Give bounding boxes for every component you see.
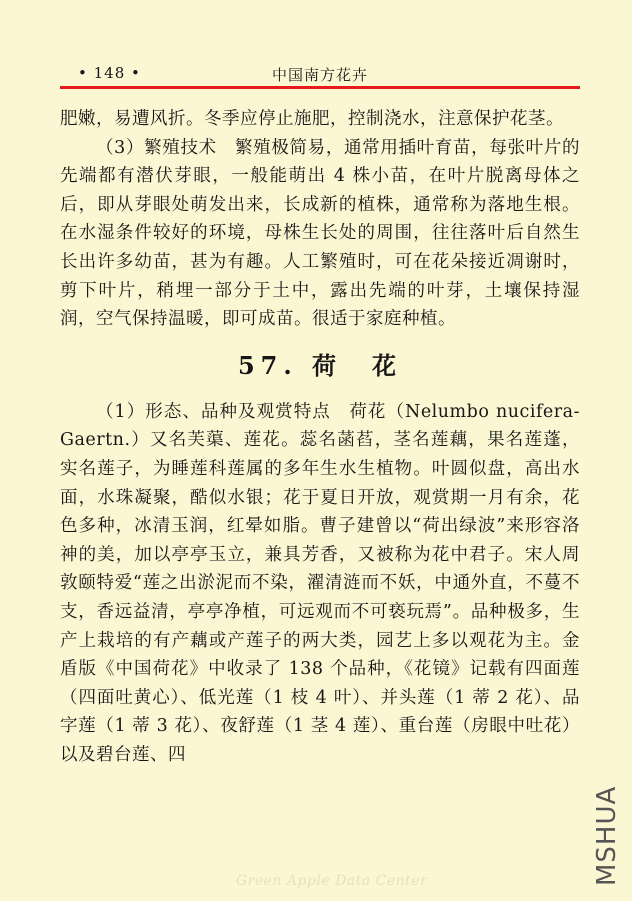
watermark: Green Apple Data Center	[236, 873, 428, 889]
paragraph-lotus-description: （1）形态、品种及观赏特点 荷花（Nelumbo nucifera-Gaertn.）又名芙蕖、莲花。蕊名菡萏，茎名莲藕，果名莲蓬，实名莲子，为睡莲科莲属的多年生水生植物。叶圆似盘，高出水面，水珠凝聚，酷似水银；花于夏日开放，观赏期一月有余，花色多种，冰清玉润，红晕如脂。曹子建曾以“荷出绿波”来形容洛神的美，加以亭亭玉立，兼具芳香，又被称为花中君子。宋人周敦颐特爱“莲之出淤泥而不染，濯清涟而不妖，中通外直，不蔓不支，香远益清，亭亭净植，可远观而不可亵玩焉”。品种极多，生产上栽培的有产藕或产莲子的两大类，园艺上多以观花为主。金盾版《中国荷花》中收录了 138 个品种，《花镜》记载有四面莲（四面吐黄心）、低光莲（1 枝 4 叶）、并头莲（1 蒂 2 花）、品字莲（1 蒂 3 花）、夜舒莲（1 茎 4 莲）、重台莲（房眼中吐花）以及碧台莲、四	[60, 401, 580, 765]
page-header	[60, 64, 580, 86]
running-title: 中国南方花卉	[272, 66, 369, 84]
section-title: 57. 荷 花	[237, 350, 403, 380]
page-number: • 148 •	[78, 64, 141, 82]
paragraph-propagation: （3）繁殖技术 繁殖极简易，通常用插叶育苗，每张叶片的先端都有潜伏芽眼，一般能萌出 4 株小苗，在叶片脱离母体之后，即从芽眼处萌发出来，长成新的植株，通常称为落地生根。在水湿条件较好的环境，母株生长处的周围，往往落叶后自然生长出许多幼苗，甚为有趣。人工繁殖时，可在花朵接近凋谢时，剪下叶片，稍埋一部分于土中，露出先端的叶芽，土壤保持湿润，空气保持温暖，即可成苗。很适于家庭种植。	[60, 137, 580, 330]
paragraph-continued: 肥嫩，易遭风折。冬季应停止施肥，控制浇水，注意保护花茎。	[60, 109, 564, 129]
page-body	[60, 105, 580, 769]
header-rule	[60, 86, 580, 89]
side-mark: MSHUA	[592, 785, 622, 886]
